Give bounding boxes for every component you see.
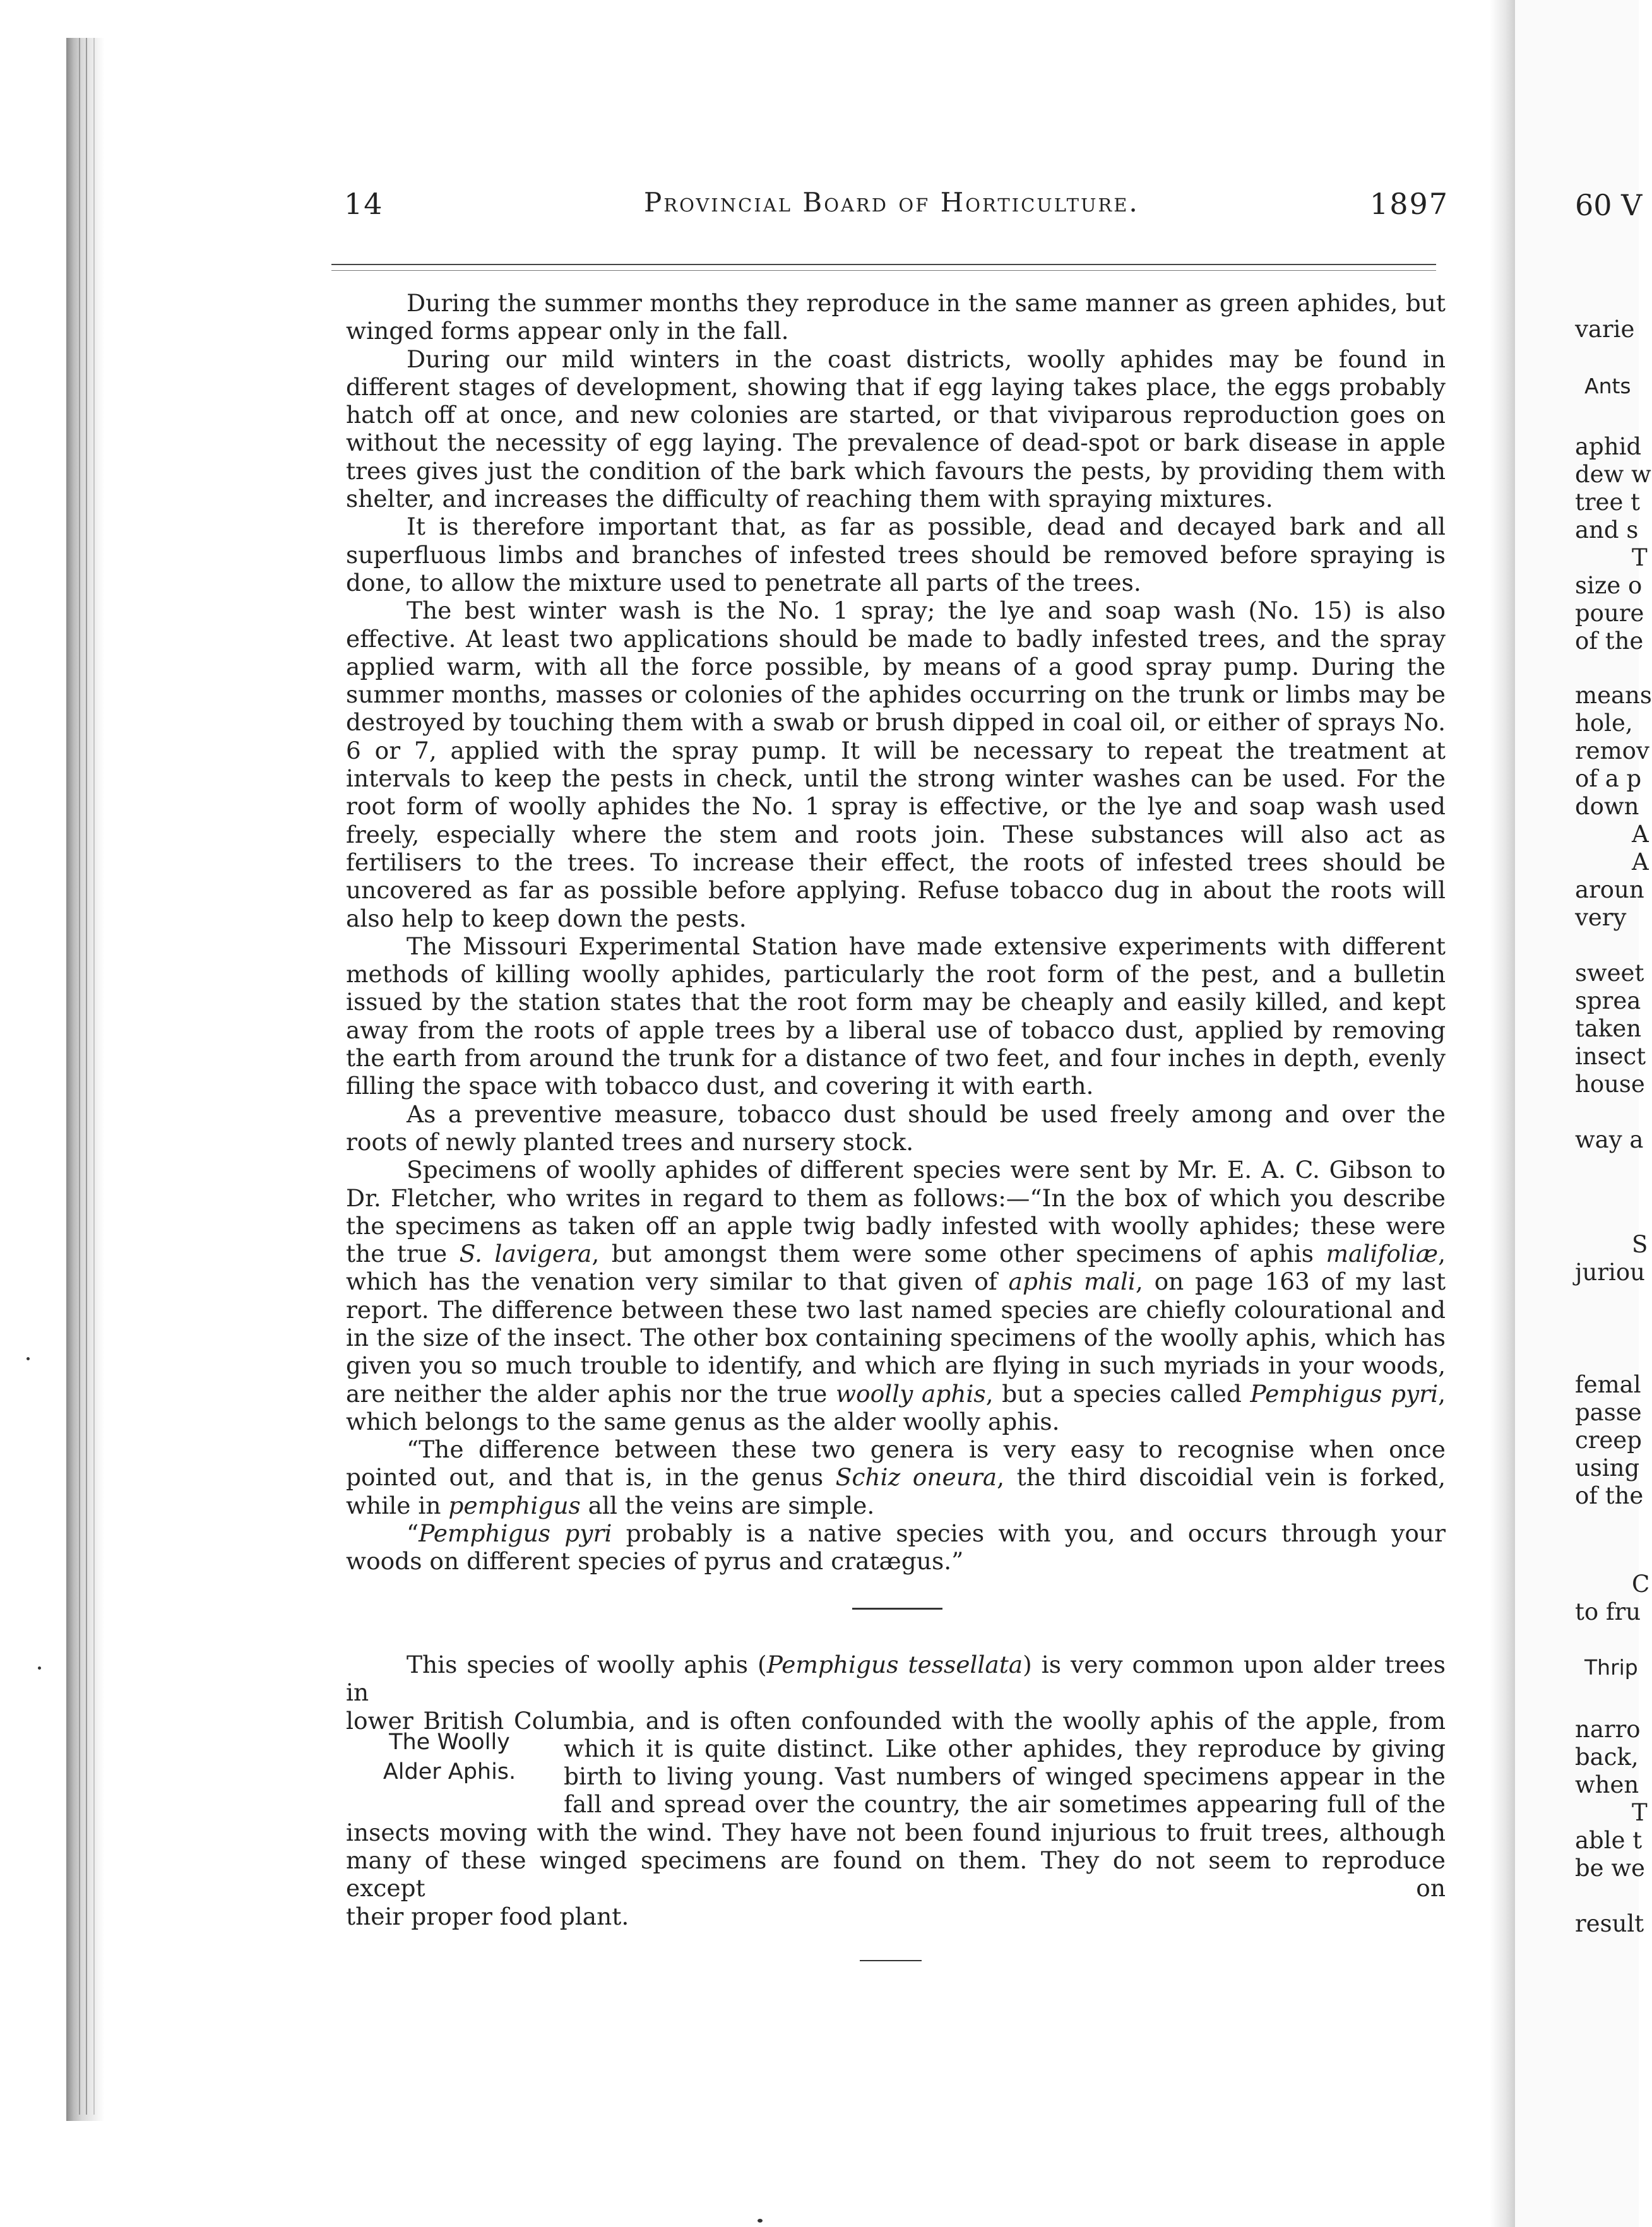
running-head: Provincial Board of Horticulture.	[644, 187, 1139, 218]
facing-fragment: S	[1632, 1231, 1648, 1258]
end-separator	[860, 1960, 922, 1961]
text-line: lower British Columbia, and is often confounded with the woolly aphis of the apple, from	[346, 1706, 1446, 1735]
page-number: 14	[344, 187, 384, 221]
main-text	[346, 289, 1446, 1576]
facing-fragment: A	[1632, 821, 1649, 848]
facing-fragment: down	[1575, 793, 1639, 820]
scan-speck	[758, 2219, 763, 2223]
page-header	[344, 187, 1449, 237]
facing-fragment: very	[1575, 904, 1627, 931]
page-edge	[1490, 0, 1515, 2227]
paragraph: As a preventive measure, tobacco dust should be used freely among and over the roots of newly planted trees and nursery stock.	[346, 1100, 1446, 1156]
facing-fragment: result	[1575, 1910, 1644, 1937]
facing-fragment: T	[1632, 544, 1648, 571]
facing-fragment: hole,	[1575, 710, 1633, 737]
facing-fragment: and s	[1575, 516, 1639, 543]
binding-gutter	[66, 38, 104, 2121]
paragraph-quote: “The difference between these two genera is very easy to recognise when once pointed out, and that is, in the genus Schiz oneura, the third discoidial vein is forked, while in pemphigus all the veins are simple.	[346, 1435, 1446, 1519]
facing-fragment: varie	[1575, 316, 1635, 343]
paragraph: The Missouri Experimental Station have made extensive experiments with different methods of killing woolly aphides, particularly the root form of the pest, and a bulletin issued by the station states that the root form may be cheaply and easily killed, and kept away from the roots of apple trees by a liberal use of tobacco dust, applied by removing the earth from around the trunk for a distance of two feet, and four inches in depth, evenly filling the space with tobacco dust, and covering it with earth.	[346, 932, 1446, 1100]
facing-fragment: size o	[1575, 572, 1643, 599]
facing-fragment: to fru	[1575, 1598, 1641, 1625]
facing-fragment: able t	[1575, 1827, 1643, 1854]
text-line: birth to living young. Vast numbers of winged specimens appear in the	[564, 1762, 1446, 1791]
facing-fragment: be we	[1575, 1855, 1645, 1882]
facing-fragment: C	[1632, 1571, 1650, 1598]
facing-fragment: juriou	[1575, 1259, 1645, 1286]
facing-fragment: of the	[1575, 1482, 1644, 1509]
scan-speck	[27, 1357, 30, 1360]
text-line: many of these winged specimens are found on them. They do not seem to reproduce except on	[346, 1846, 1446, 1903]
facing-fragment: remov	[1575, 737, 1649, 764]
facing-fragment: T	[1632, 1799, 1648, 1826]
text-line: This species of woolly aphis (Pemphigus tessellata) is very common upon alder trees in	[346, 1651, 1446, 1707]
text-line: which it is quite distinct. Like other aphides, they reproduce by giving	[564, 1734, 1446, 1762]
paragraph-gibson: Specimens of woolly aphides of different species were sent by Mr. E. A. C. Gibson to Dr. Fletcher, who writes in regard to them as follows:—“In the box of which you describe the specimens as taken off an apple twig badly infested with woolly aphides; these were the true S. lavigera, but amongst them were some other specimens of aphis malifoliæ, which has the venation very similar to that given of aphis mali, on page 163 of my last report. The difference between these two last named species are chiefly colourational and in the size of the insect. The other box containing specimens of the woolly aphis, which has given you so much trouble to identify, and which are flying in such myriads in your woods, are neither the alder aphis nor the true woolly aphis, but a species called Pemphigus pyri, which belongs to the same genus as the alder woolly aphis.	[346, 1156, 1446, 1435]
facing-fragment: A	[1632, 848, 1649, 876]
facing-fragment: using	[1575, 1454, 1640, 1482]
facing-fragment: of a p	[1575, 765, 1642, 792]
facing-fragment: when	[1575, 1771, 1639, 1798]
text-line: insects moving with the wind. They have not been found injurious to fruit trees, although	[346, 1818, 1446, 1846]
facing-fragment: narro	[1575, 1716, 1641, 1743]
gutter-line	[93, 38, 95, 2115]
facing-fragment: Thrip	[1584, 1655, 1638, 1680]
facing-fragment: house	[1575, 1071, 1645, 1098]
paragraph: During our mild winters in the coast districts, woolly aphides may be found in different stages of development, showing that if egg laying takes place, the eggs probably hatch off at once, and new colonies are started, or that viviparous reproduction goes on without the necessity of egg laying. The prevalence of dead-spot or bark disease in apple trees gives just the condition of the bark which favours the pests, by providing them with shelter, and increases the difficulty of reaching them with spraying mixtures.	[346, 345, 1446, 513]
header-rule	[331, 270, 1436, 271]
facing-fragment: of the	[1575, 627, 1644, 655]
side-heading: The Woolly Alder Aphis.	[383, 1730, 516, 1785]
facing-page	[1515, 0, 1652, 2227]
gutter-line	[86, 38, 87, 2115]
facing-fragment: sweet	[1575, 959, 1644, 987]
scan-speck	[38, 1666, 41, 1670]
paragraph: During the summer months they reproduce in the same manner as green aphides, but winged forms appear only in the fall.	[346, 289, 1446, 345]
facing-fragment: Ants	[1584, 374, 1631, 398]
text-line: fall and spread over the country, the air sometimes appearing full of the	[564, 1790, 1446, 1819]
facing-fragment: aphid	[1575, 433, 1642, 460]
gutter-line	[79, 38, 80, 2115]
alder-aphis-section	[346, 1651, 1446, 1930]
facing-header: 60 V	[1575, 188, 1643, 222]
paragraph: It is therefore important that, as far as possible, dead and decayed bark and all superfluous limbs and branches of infested trees should be removed before spraying is done, to allow the mixture used to penetrate all parts of the trees.	[346, 513, 1446, 597]
facing-fragment: way a	[1575, 1126, 1644, 1153]
facing-fragment: back,	[1575, 1743, 1639, 1771]
facing-fragment: means	[1575, 682, 1652, 709]
header-rule	[331, 264, 1436, 265]
facing-fragment: tree t	[1575, 489, 1640, 516]
paragraph-quote: “Pemphigus pyri probably is a native species with you, and occurs through your woods on different species of pyrus and cratægus.”	[346, 1519, 1446, 1576]
text-line: their proper food plant.	[346, 1902, 629, 1930]
facing-fragment: sprea	[1575, 987, 1641, 1014]
facing-fragment: dew w	[1575, 461, 1651, 488]
section-separator	[852, 1608, 942, 1610]
paragraph: The best winter wash is the No. 1 spray; the lye and soap wash (No. 15) is also effective. At least two applications should be made to badly infested trees, and the spray applied warm, with all the force possible, by means of a good spray pump. During the summer months, masses or colonies of the aphides occurring on the trunk or limbs may be destroyed by touching them with a swab or brush dipped in coal oil, or either of sprays No. 6 or 7, applied with the spray pump. It will be necessary to repeat the treatment at intervals to keep the pests in check, until the strong winter washes can be used. For the root form of woolly aphides the No. 1 spray is effective, or the lye and soap wash used freely, especially where the stem and roots join. These substances will also act as fertilisers to the trees. To increase their effect, the roots of infested trees should be uncovered as far as possible before applying. Refuse tobacco dug in about the roots will also help to keep down the pests.	[346, 597, 1446, 932]
header-year: 1897	[1369, 187, 1449, 221]
facing-fragment: insect	[1575, 1043, 1646, 1070]
facing-fragment: poure	[1575, 600, 1644, 627]
facing-fragment: taken	[1575, 1015, 1642, 1042]
facing-fragment: aroun	[1575, 876, 1644, 903]
facing-fragment: passe	[1575, 1399, 1642, 1426]
facing-fragment: creep	[1575, 1427, 1642, 1454]
facing-fragment: femal	[1575, 1371, 1641, 1398]
